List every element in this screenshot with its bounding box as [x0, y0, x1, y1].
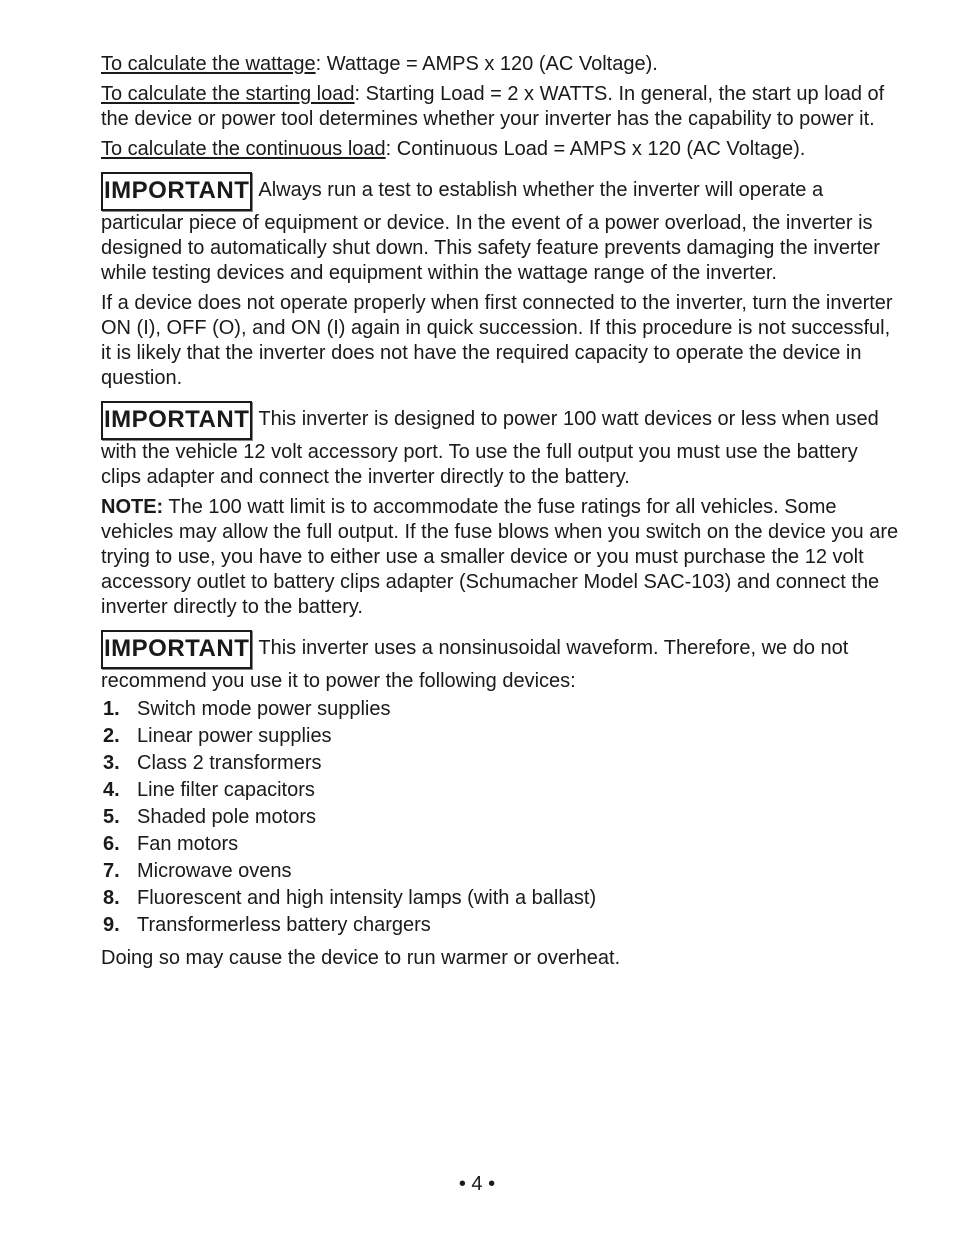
- important-badge: IMPORTANT: [101, 630, 252, 669]
- important-badge: IMPORTANT: [101, 401, 252, 440]
- continuous-load-formula-text: : Continuous Load = AMPS x 120 (AC Voltage).: [385, 138, 806, 160]
- list-item: [101, 777, 901, 804]
- page-number: • 4 •: [458, 1173, 496, 1195]
- list-item-number: 5.: [103, 806, 120, 828]
- list-item-text: Fluorescent and high intensity lamps (with a ballast): [137, 887, 597, 909]
- list-item-number: 6.: [103, 833, 120, 855]
- list-item-text: Shaded pole motors: [137, 806, 317, 828]
- list-item-text: Linear power supplies: [137, 725, 332, 747]
- note-paragraph: [101, 495, 901, 620]
- list-item-text: Switch mode power supplies: [137, 698, 391, 720]
- important-test-text: Always run a test to establish whether the inverter will operate a particular piece of equipment or device. In the event of a power overload, the inverter is designed to automatically shut down. This safety feature prevents damaging the inverter while testing devices and equipment within the wattage range of the inverter.: [101, 179, 880, 284]
- list-item: [101, 723, 901, 750]
- list-item: [101, 885, 901, 912]
- list-item-number: 4.: [103, 779, 120, 801]
- continuous-load-formula-label: To calculate the continuous load: [101, 138, 386, 160]
- retry-paragraph: If a device does not operate properly when first connected to the inverter, turn the inverter ON (I), OFF (O), and ON (I) again in quick succession. If this procedure is not successful, it is likely that the inverter does not have the required capacity to operate the device in question.: [101, 292, 893, 389]
- important-100-watt-paragraph: [101, 401, 901, 490]
- list-item: [101, 831, 901, 858]
- starting-load-formula-text: : Starting Load = 2 x WATTS. In general, the start up load of the device or power tool determines whether your inverter has the capability to power it.: [101, 83, 885, 130]
- wattage-formula-text: : Wattage = AMPS x 120 (AC Voltage).: [315, 53, 658, 75]
- list-item-text: Class 2 transformers: [137, 752, 322, 774]
- list-item-number: 7.: [103, 860, 120, 882]
- list-item-number: 3.: [103, 752, 120, 774]
- list-item-number: 1.: [103, 698, 120, 720]
- note-text: The 100 watt limit is to accommodate the fuse ratings for all vehicles. Some vehicles may allow the full output. If the fuse blows when you switch on the device you are trying to use, you have to either use a smaller device or you must purchase the 12 volt accessory outlet to battery clips adapter (Schumacher Model SAC-103) and connect the inverter directly to the battery.: [101, 496, 899, 618]
- continuous-load-formula: [101, 137, 901, 162]
- wattage-formula-label: To calculate the wattage: [101, 53, 316, 75]
- important-test-paragraph: [101, 172, 901, 286]
- list-item-number: 2.: [103, 725, 120, 747]
- list-item: [101, 912, 901, 939]
- list-item-number: 8.: [103, 887, 120, 909]
- important-waveform-text: This inverter uses a nonsinusoidal waveform. Therefore, we do not recommend you use it to power the following devices:: [101, 637, 849, 692]
- list-item: [101, 804, 901, 831]
- important-waveform-paragraph: [101, 630, 901, 694]
- list-item: [101, 858, 901, 885]
- list-item-text: Transformerless battery chargers: [137, 914, 431, 936]
- list-item-text: Microwave ovens: [137, 860, 292, 882]
- list-item-number: 9.: [103, 914, 120, 936]
- unsupported-devices-list: [101, 696, 901, 939]
- closing-warning: Doing so may cause the device to run warmer or overheat.: [101, 947, 621, 969]
- manual-page-content: [101, 52, 901, 976]
- important-100-watt-text: This inverter is designed to power 100 watt devices or less when used with the vehicle 12 volt accessory port. To use the full output you must use the battery clips adapter and connect the inverter directly to the battery.: [101, 408, 879, 488]
- list-item: [101, 750, 901, 777]
- starting-load-formula: [101, 82, 901, 132]
- list-item-text: Line filter capacitors: [137, 779, 315, 801]
- note-label: NOTE:: [101, 496, 164, 518]
- list-item-text: Fan motors: [137, 833, 239, 855]
- wattage-formula: [101, 52, 901, 77]
- starting-load-formula-label: To calculate the starting load: [101, 83, 355, 105]
- important-badge: IMPORTANT: [101, 172, 252, 211]
- list-item: [101, 696, 901, 723]
